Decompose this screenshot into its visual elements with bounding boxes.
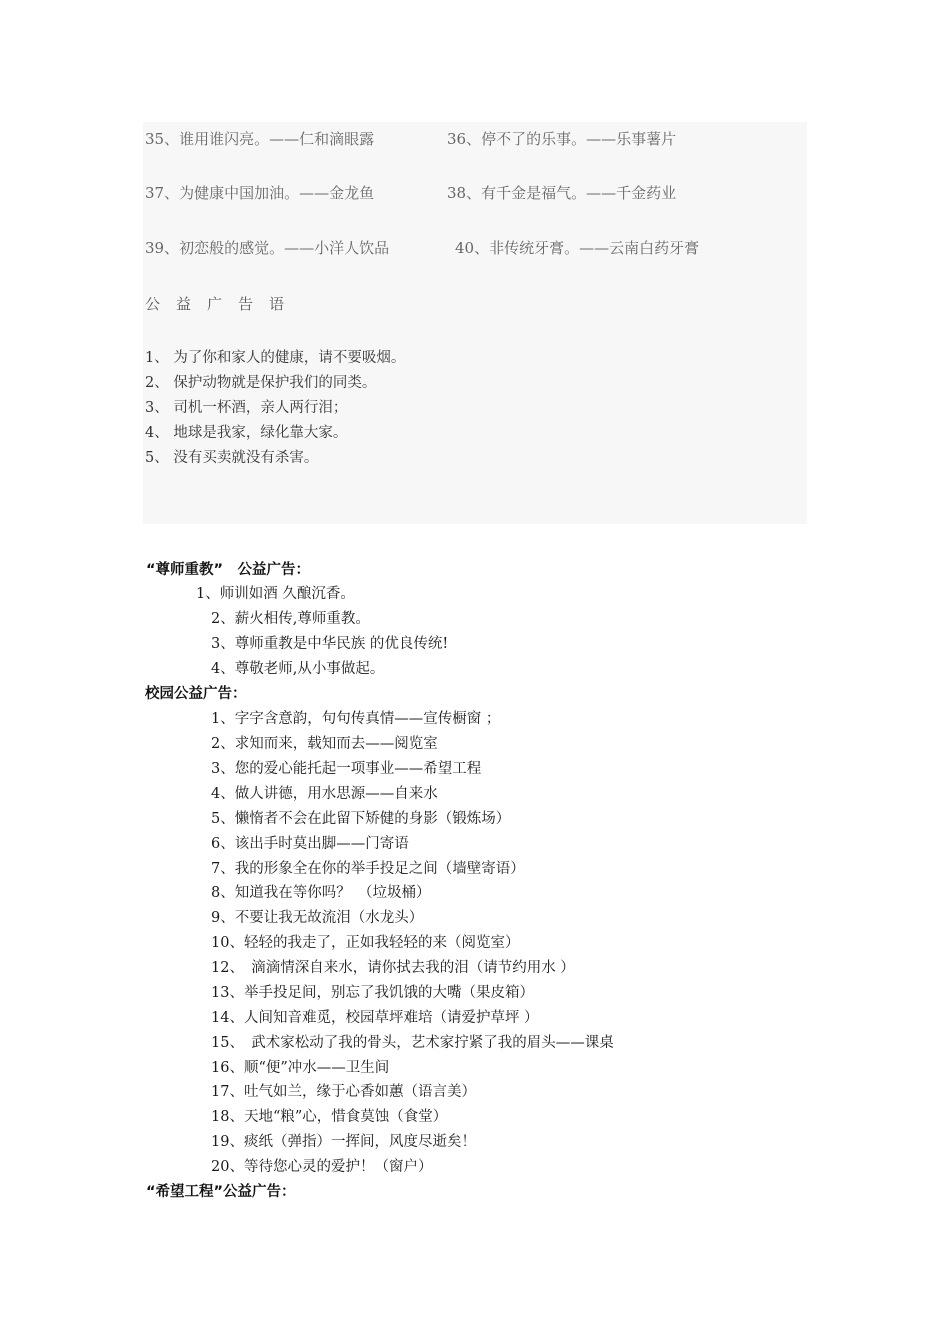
list-item: 7、我的形象全在你的举手投足之间（墙壁寄语） (211, 861, 525, 877)
public-ads-heading: 公益广告语 (145, 295, 301, 313)
list-item: 18、天地“粮”心，惜食莫蚀（食堂） (211, 1109, 448, 1125)
list-item: 4、做人讲德，用水思源——自来水 (211, 786, 438, 802)
list-item: 14、人间知音难觅，校园草坪难培（请爱护草坪 ） (211, 1010, 539, 1026)
hope-project-heading: “希望工程”公益广告： (146, 1184, 296, 1200)
list-item: 13、举手投足间，别忘了我饥饿的大嘴（果皮箱） (211, 985, 534, 1001)
list-item: 10、轻轻的我走了，正如我轻轻的来（阅览室） (211, 935, 520, 951)
list-item: 5、懒惰者不会在此留下矫健的身影（锻炼场） (211, 811, 511, 827)
list-item: 15、 武术家松动了我的骨头，艺术家拧紧了我的眉头——课桌 (211, 1035, 614, 1051)
list-item: 5、 没有买卖就没有杀害。 (145, 450, 319, 466)
list-item: 3、 司机一杯酒，亲人两行泪； (145, 400, 348, 416)
list-item: 4、 地球是我家，绿化靠大家。 (145, 425, 348, 441)
slogan-39: 39、初恋般的感觉。——小洋人饮品 (145, 239, 390, 257)
list-item: 1、师训如酒 久酿沉香。 (196, 586, 355, 602)
list-item: 2、 保护动物就是保护我们的同类。 (145, 375, 377, 391)
list-item: 3、尊师重教是中华民族 的优良传统! (211, 636, 449, 652)
respect-teachers-heading: “尊师重教” 公益广告： (146, 562, 311, 578)
public-ads-list (145, 346, 405, 471)
list-item: 1、 为了你和家人的健康，请不要吸烟。 (145, 350, 406, 366)
list-item: 6、该出手时莫出脚——门寄语 (211, 836, 409, 852)
list-item: 16、顺“便”冲水——卫生间 (211, 1060, 390, 1076)
list-item: 1、字字含意韵，句句传真情——宣传橱窗 ； (211, 711, 501, 727)
slogan-38: 38、有千金是福气。——千金药业 (447, 184, 677, 202)
campus-heading: 校园公益广告： (145, 686, 247, 702)
list-item: 12、 滴滴情深自来水，请你拭去我的泪（请节约用水 ） (211, 960, 575, 976)
list-item: 3、您的爱心能托起一项事业——希望工程 (211, 761, 482, 777)
slogan-37: 37、为健康中国加油。——金龙鱼 (145, 184, 375, 202)
list-item: 2、求知而来，载知而去——阅览室 (211, 736, 438, 752)
list-item: 8、知道我在等你吗？ （垃圾桶） (211, 885, 431, 901)
slogan-40: 40、非传统牙膏。——云南白药牙膏 (455, 239, 700, 257)
list-item: 20、等待您心灵的爱护！（窗户） (211, 1159, 433, 1175)
list-item: 17、吐气如兰，缘于心香如蕙（语言美） (211, 1084, 476, 1100)
slogan-36: 36、停不了的乐事。——乐事薯片 (447, 130, 677, 148)
list-item: 19、痰纸（弹指）一挥间，风度尽逝矣！ (211, 1134, 476, 1150)
slogan-35: 35、谁用谁闪亮。——仁和滴眼露 (145, 130, 375, 148)
list-item: 2、薪火相传,尊师重教。 (211, 611, 370, 627)
list-item: 4、尊敬老师,从小事做起。 (211, 661, 385, 677)
list-item: 9、不要让我无故流泪（水龙头） (211, 910, 424, 926)
